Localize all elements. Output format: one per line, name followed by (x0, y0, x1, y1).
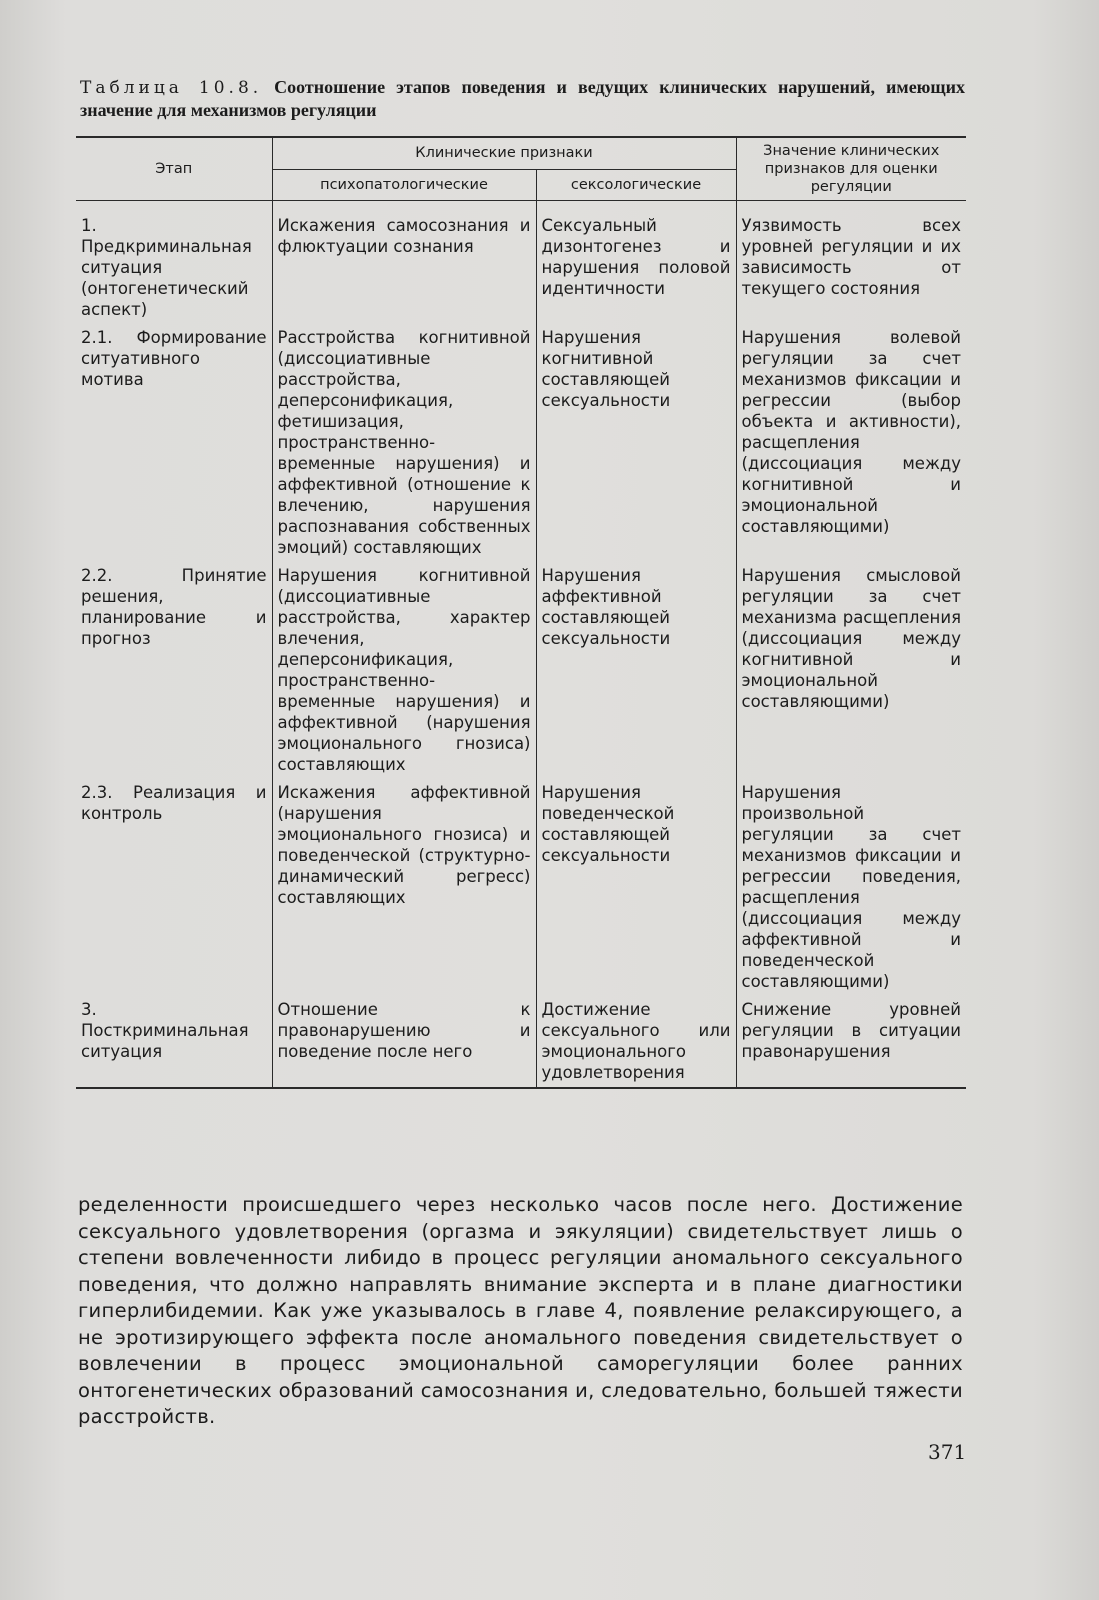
table-row (76, 562, 966, 779)
cell-meaning: Нарушения волевой регуляции за счет механизмов фиксации и регрессии (выбор объекта и активности), расщепления (диссоциация между когнитивной и эмоциональной составляющими) (736, 324, 966, 562)
cell-stage: 3. Посткриминальная ситуация (76, 996, 272, 1088)
header-psychopathological: психопатологические (272, 169, 536, 200)
table-row (76, 779, 966, 996)
table-row (76, 996, 966, 1088)
cell-psychopathological: Искажения аффективной (нарушения эмоционального гнозиса) и поведенческой (структурно-динамический регресс) составляющих (272, 779, 536, 996)
cell-psychopathological: Расстройства когнитивной (диссоциативные расстройства, деперсонификация, фетишизация, пространственно-временные нарушения) и аффективной (отношение к влечению, нарушения распознавания собственных эмоций) составляющих (272, 324, 536, 562)
table-row (76, 201, 966, 325)
header-stage: Этап (76, 137, 272, 201)
cell-sexological: Нарушения когнитивной составляющей сексуальности (536, 324, 736, 562)
header-meaning: Значение клинических признаков для оценки регуляции (736, 137, 966, 201)
regulation-table (76, 136, 966, 1089)
cell-stage: 2.1. Формирование ситуативного мотива (81, 328, 267, 389)
page-number: 371 (928, 1440, 967, 1464)
cell-psychopathological: Отношение к правонарушению и поведение после него (272, 996, 536, 1088)
table-row (76, 324, 966, 562)
table-caption-label: Таблица 10.8. (80, 78, 263, 98)
cell-psychopathological: Искажения самосознания и флюктуации сознания (272, 201, 536, 325)
cell-psychopathological: Нарушения когнитивной (диссоциативные расстройства, характер влечения, деперсонификация, пространственно-временные нарушения) и аффективной (нарушения эмоционального гнозиса) составляющих (272, 562, 536, 779)
table-caption-title: Соотношение этапов поведения и ведущих клинических нарушений, имеющих значение для механизмов регуляции (80, 77, 966, 120)
cell-stage: 2.3. Реализация и контроль (81, 783, 267, 823)
cell-sexological: Достижение сексуального или эмоционального удовлетворения (536, 996, 736, 1088)
header-sexological: сексологические (536, 169, 736, 200)
cell-meaning: Нарушения смысловой регуляции за счет механизма расщепления (диссоциация между когнитивной и эмоциональной составляющими) (736, 562, 966, 779)
cell-meaning: Снижение уровней регуляции в ситуации правонарушения (736, 996, 966, 1088)
cell-stage: 1. Предкриминальная ситуация (онтогенетический аспект) (81, 216, 252, 319)
cell-stage: 2.2. Принятие решения, планирование и прогноз (81, 566, 267, 648)
cell-meaning: Уязвимость всех уровней регуляции и их зависимость от текущего состояния (736, 201, 966, 325)
cell-sexological: Сексуальный дизонтогенез и нарушения половой идентичности (536, 201, 736, 325)
cell-sexological: Нарушения аффективной составляющей сексуальности (536, 562, 736, 779)
body-paragraph: ределенности происшедшего через несколько часов после него. Достижение сексуального удовлетворения (оргазма и эякуляции) свидетельствует лишь о степени вовлеченности либидо в процесс регуляции аномального сексуального поведения, что должно направлять внимание эксперта и в плане диагностики гиперлибидемии. Как уже указывалось в главе 4, появление релаксирующего, а не эротизирующего эффекта после аномального поведения свидетельствует о вовлечении в процесс эмоциональной саморегуляции более ранних онтогенетических образований самосознания и, следовательно, большей тяжести расстройств. (78, 1193, 963, 1428)
cell-sexological: Нарушения поведенческой составляющей сексуальности (536, 779, 736, 996)
header-clinical-signs: Клинические признаки (272, 137, 736, 169)
table-caption (80, 76, 965, 122)
cell-meaning: Нарушения произвольной регуляции за счет механизмов фиксации и регрессии поведения, расщепления (диссоциация между аффективной и поведенческой составляющими) (736, 779, 966, 996)
